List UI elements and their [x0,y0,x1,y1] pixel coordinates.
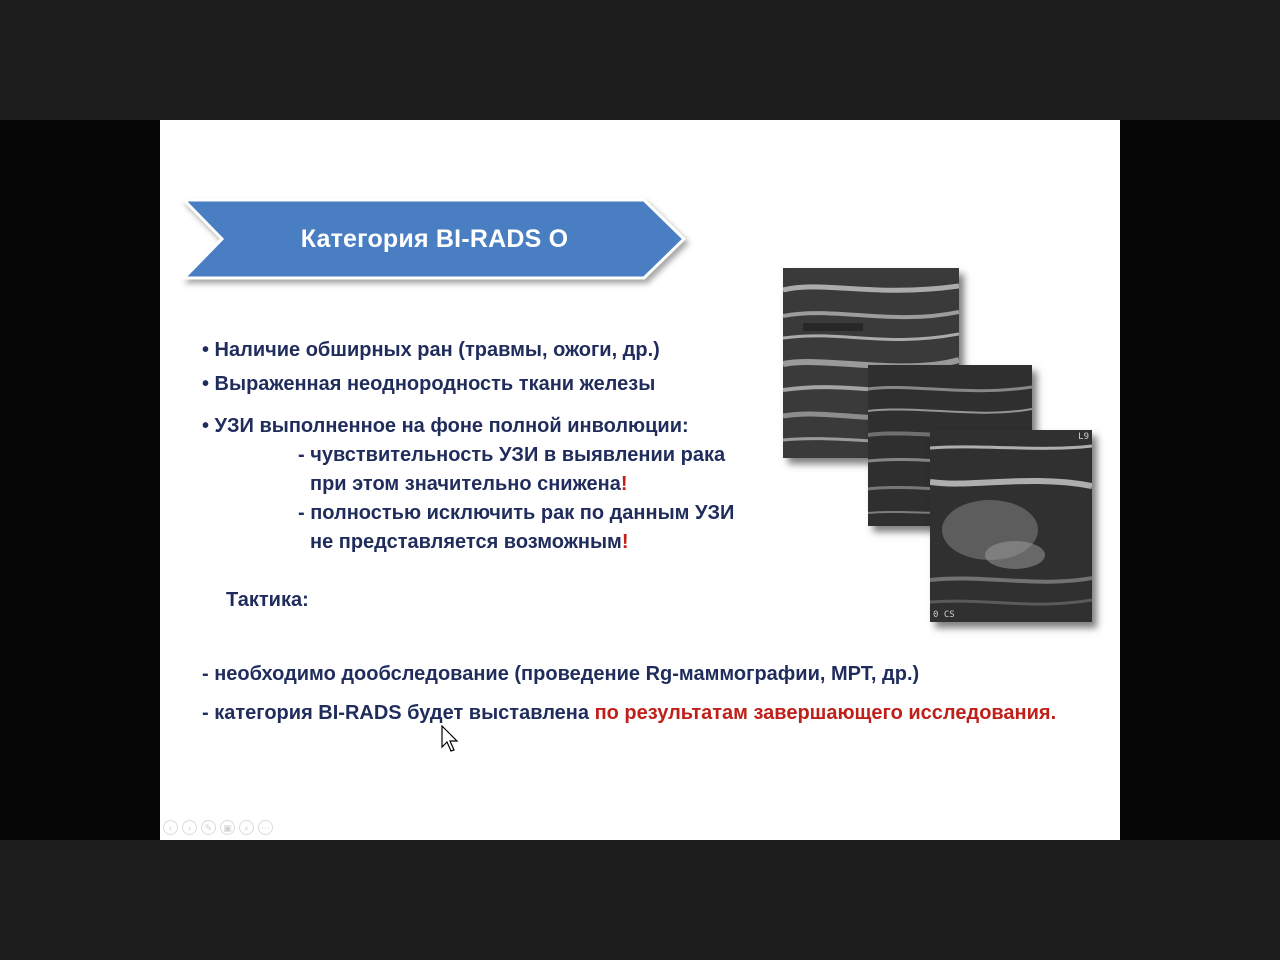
ultrasound-label-bottom: 0 CS [933,610,955,620]
slideshow-controls [163,820,273,835]
mouse-pointer-icon [441,725,461,755]
slides-view-icon[interactable]: ▣ [220,820,235,835]
tactic-2-prefix: - категория BI-RADS будет выставлена [202,702,595,724]
sub-item-2-line-2 [310,530,629,554]
tactic-2 [202,701,1056,725]
slide-title: Категория BI-RADS O [300,224,569,253]
sub-item-2-text: не представляется возможным [310,531,622,553]
pen-icon[interactable]: ✎ [201,820,216,835]
more-options-icon[interactable]: ⋯ [258,820,273,835]
sub-item-1-text: при этом значительно снижена [310,473,621,495]
exclamation-mark: ! [621,531,629,553]
bullet-2: • Выраженная неоднородность ткани железы [202,373,656,395]
sub-item-1-line-2 [310,472,628,496]
bullet-3: • УЗИ выполненное на фоне полной инволюции: [202,415,689,437]
ultrasound-label-top: L9 [1078,432,1089,442]
prev-slide-icon[interactable]: ‹ [163,820,178,835]
exclamation-mark: ! [620,473,628,495]
presentation-slide [160,120,1120,840]
top-letterbox [0,0,1280,120]
sub-item-2-line-1: - полностью исключить рак по данным УЗИ [298,502,735,524]
zoom-icon[interactable]: ⌕ [239,820,254,835]
tactics-label: Тактика: [226,589,309,611]
bullet-1: • Наличие обширных ран (травмы, ожоги, др.) [202,339,660,361]
tactic-1: - необходимо дообследование (проведение Rg-маммографии, МРТ, др.) [202,663,920,685]
ultrasound-image-3 [930,430,1092,622]
title-banner [182,198,687,280]
next-slide-icon[interactable]: › [182,820,197,835]
tactic-2-highlight: по результатам завершающего исследования. [594,702,1057,724]
sub-item-1-line-1: - чувствительность УЗИ в выявлении рака [298,444,726,466]
bottom-letterbox [0,840,1280,960]
